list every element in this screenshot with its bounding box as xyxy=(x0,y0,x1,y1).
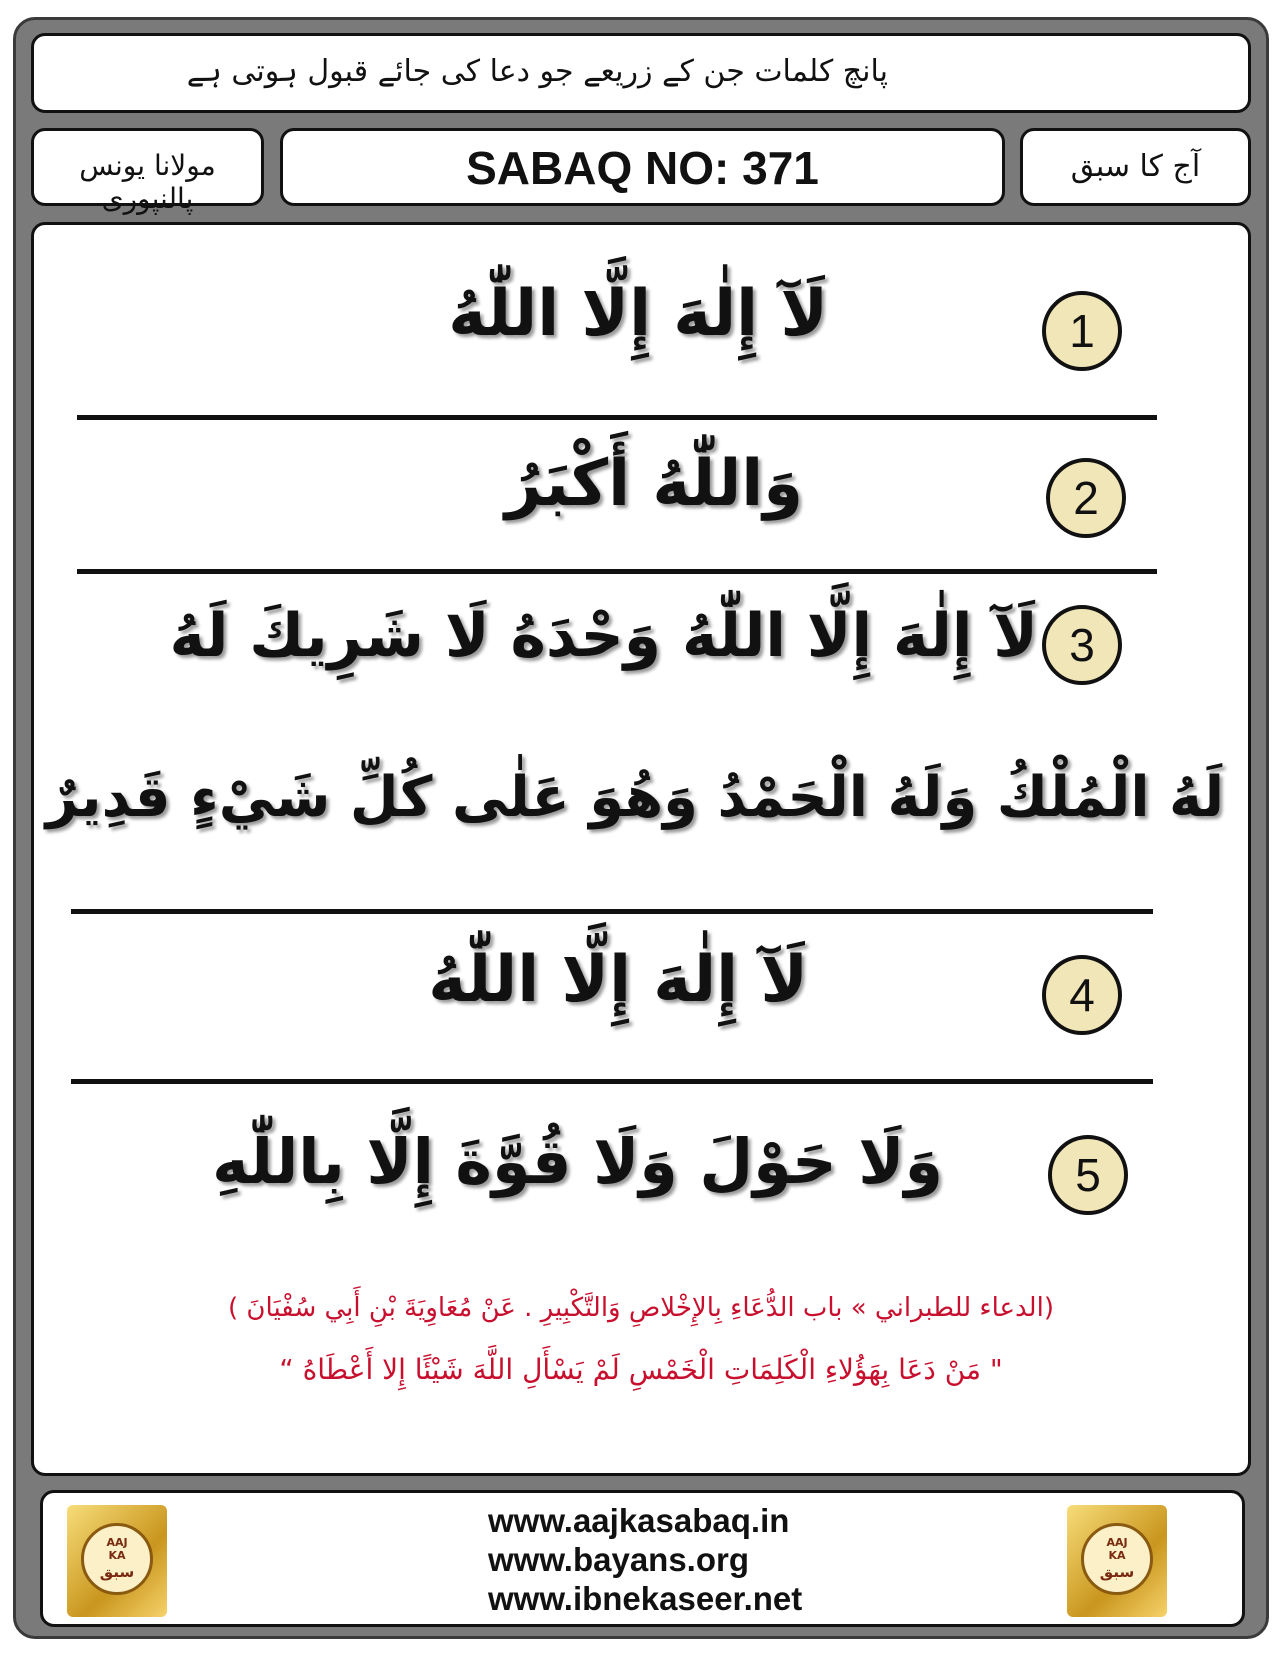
url-aajkasabaq[interactable]: www.aajkasabaq.in xyxy=(488,1502,790,1539)
url-ibnekaseer[interactable]: www.ibnekaseer.net xyxy=(488,1580,803,1617)
logo-right: AAJ KA سبق xyxy=(1067,1505,1167,1617)
title-box xyxy=(31,33,1251,113)
kalima-1-number: 1 xyxy=(1042,291,1122,371)
kalimas-panel xyxy=(31,222,1251,1476)
sabaq-box xyxy=(280,128,1005,206)
today-box xyxy=(1020,128,1251,206)
logo-left: AAJ KA سبق xyxy=(67,1505,167,1617)
kalima-2-number: 2 xyxy=(1046,458,1126,538)
kalima-1-text: لَآ إِلٰهَ إِلَّا اللّٰهُ xyxy=(448,277,828,351)
kalima-4-text: لَآ إِلٰهَ إِلَّا اللّٰهُ xyxy=(428,943,808,1017)
hadith-source: (الدعاء للطبراني » باب الدُّعَاءِ بِالإِخْلاصِ وَالتَّكْبِيرِ . عَنْ مُعَاوِيَةَ بْنِ أَبِي سُفْيَانَ ) xyxy=(228,1293,1054,1323)
page-subtitle: پانچ کلمات جن کے زریعے جو دعا کی جائے قبول ہوتی ہے xyxy=(186,54,888,89)
footer-box xyxy=(40,1490,1245,1627)
url-bayans[interactable]: www.bayans.org xyxy=(488,1541,750,1578)
divider-2 xyxy=(77,569,1157,574)
today-label: آج کا سبق xyxy=(1070,149,1201,184)
kalima-4-number: 4 xyxy=(1042,955,1122,1035)
kalima-5-text: وَلَا حَوْلَ وَلَا قُوَّةَ إِلَّا بِاللّٰهِ xyxy=(212,1125,943,1198)
kalima-2-text: وَاللّٰهُ أَكْبَرُ xyxy=(504,447,803,521)
divider-4 xyxy=(71,1079,1153,1084)
kalima-3-line-2: لَهُ الْمُلْكُ وَلَهُ الْحَمْدُ وَهُوَ عَلٰى كُلِّ شَيْءٍ قَدِيرٌ xyxy=(45,765,1224,830)
hadith-text: " مَنْ دَعَا بِهَؤُلاءِ الْكَلِمَاتِ الْخَمْسِ لَمْ يَسْأَلِ اللَّهَ شَيْئًا إِلا أَعْطَاهُ “ xyxy=(279,1353,1003,1386)
divider-1 xyxy=(77,415,1157,420)
kalima-5-number: 5 xyxy=(1048,1135,1128,1215)
divider-3 xyxy=(71,909,1153,914)
sabaq-number: SABAQ NO: 371 xyxy=(466,142,819,194)
author-box xyxy=(31,128,264,215)
website-links xyxy=(488,1501,802,1618)
author-name: مولانا یونس پالنپوری xyxy=(79,149,216,215)
kalima-3-number: 3 xyxy=(1042,605,1122,685)
kalima-3-line-1: لَآ إِلٰهَ إِلَّا اللّٰهُ وَحْدَهُ لَا شَرِيكَ لَهُ xyxy=(169,601,1038,671)
